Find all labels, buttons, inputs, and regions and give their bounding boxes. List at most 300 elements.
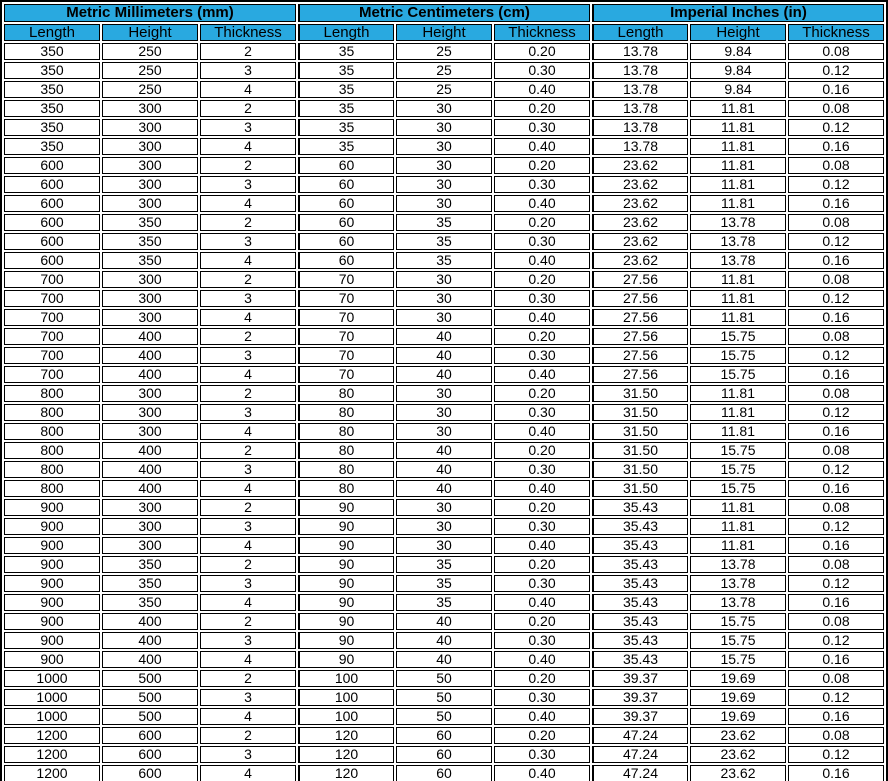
table-cell: 0.08 [788, 727, 884, 744]
table-cell: 90 [298, 594, 394, 611]
table-cell: 80 [298, 385, 394, 402]
table-cell: 19.69 [690, 708, 786, 725]
table-cell: 23.62 [592, 195, 688, 212]
table-cell: 0.30 [494, 119, 590, 136]
table-cell: 500 [102, 689, 198, 706]
table-cell: 90 [298, 632, 394, 649]
table-cell: 35 [396, 556, 492, 573]
table-cell: 600 [4, 157, 100, 174]
table-cell: 1000 [4, 689, 100, 706]
table-cell: 40 [396, 613, 492, 630]
table-cell: 4 [200, 252, 296, 269]
table-cell: 15.75 [690, 328, 786, 345]
table-cell: 40 [396, 442, 492, 459]
table-cell: 0.12 [788, 575, 884, 592]
table-cell: 80 [298, 461, 394, 478]
table-cell: 0.40 [494, 138, 590, 155]
table-cell: 4 [200, 594, 296, 611]
table-cell: 900 [4, 632, 100, 649]
table-row [4, 214, 884, 231]
table-cell: 27.56 [592, 271, 688, 288]
table-cell: 35 [396, 214, 492, 231]
table-cell: 300 [102, 100, 198, 117]
table-cell: 13.78 [592, 138, 688, 155]
table-cell: 700 [4, 328, 100, 345]
table-cell: 1000 [4, 708, 100, 725]
table-cell: 0.08 [788, 385, 884, 402]
table-cell: 400 [102, 461, 198, 478]
table-cell: 70 [298, 290, 394, 307]
table-cell: 0.16 [788, 423, 884, 440]
table-cell: 80 [298, 442, 394, 459]
table-cell: 4 [200, 651, 296, 668]
table-row [4, 575, 884, 592]
table-cell: 23.62 [592, 176, 688, 193]
table-cell: 15.75 [690, 480, 786, 497]
table-cell: 30 [396, 271, 492, 288]
table-cell: 35.43 [592, 556, 688, 573]
table-cell: 2 [200, 670, 296, 687]
column-header: Length [592, 24, 688, 41]
table-row [4, 746, 884, 763]
table-cell: 3 [200, 233, 296, 250]
table-row [4, 594, 884, 611]
table-cell: 600 [4, 214, 100, 231]
table-cell: 0.20 [494, 613, 590, 630]
table-cell: 13.78 [690, 575, 786, 592]
table-cell: 300 [102, 499, 198, 516]
table-row [4, 442, 884, 459]
table-row [4, 252, 884, 269]
table-cell: 300 [102, 157, 198, 174]
table-cell: 13.78 [690, 556, 786, 573]
table-cell: 900 [4, 556, 100, 573]
table-cell: 39.37 [592, 689, 688, 706]
table-body [4, 43, 884, 781]
table-cell: 31.50 [592, 442, 688, 459]
table-cell: 3 [200, 461, 296, 478]
table-row [4, 385, 884, 402]
table-cell: 800 [4, 461, 100, 478]
table-cell: 0.12 [788, 176, 884, 193]
table-cell: 0.30 [494, 689, 590, 706]
table-cell: 13.78 [592, 62, 688, 79]
table-cell: 35.43 [592, 575, 688, 592]
table-row [4, 613, 884, 630]
table-cell: 40 [396, 328, 492, 345]
table-cell: 70 [298, 309, 394, 326]
table-cell: 120 [298, 727, 394, 744]
table-cell: 900 [4, 518, 100, 535]
table-row [4, 480, 884, 497]
table-cell: 300 [102, 176, 198, 193]
table-cell: 11.81 [690, 271, 786, 288]
table-cell: 0.30 [494, 347, 590, 364]
table-cell: 600 [102, 765, 198, 781]
table-cell: 90 [298, 537, 394, 554]
table-cell: 400 [102, 347, 198, 364]
table-cell: 0.40 [494, 366, 590, 383]
table-cell: 13.78 [690, 233, 786, 250]
table-cell: 900 [4, 499, 100, 516]
table-row [4, 43, 884, 60]
table-cell: 250 [102, 81, 198, 98]
table-cell: 4 [200, 138, 296, 155]
table-cell: 0.30 [494, 461, 590, 478]
table-cell: 27.56 [592, 347, 688, 364]
table-row [4, 233, 884, 250]
table-cell: 40 [396, 651, 492, 668]
table-cell: 2 [200, 385, 296, 402]
table-cell: 800 [4, 404, 100, 421]
table-cell: 3 [200, 689, 296, 706]
table-cell: 0.08 [788, 100, 884, 117]
table-cell: 300 [102, 423, 198, 440]
table-cell: 0.16 [788, 252, 884, 269]
table-cell: 47.24 [592, 765, 688, 781]
table-cell: 0.12 [788, 347, 884, 364]
table-row [4, 309, 884, 326]
table-cell: 13.78 [592, 81, 688, 98]
table-cell: 600 [4, 252, 100, 269]
table-cell: 0.16 [788, 537, 884, 554]
table-row [4, 708, 884, 725]
table-cell: 15.75 [690, 366, 786, 383]
table-cell: 31.50 [592, 423, 688, 440]
table-cell: 30 [396, 309, 492, 326]
table-cell: 0.16 [788, 594, 884, 611]
table-cell: 19.69 [690, 689, 786, 706]
table-cell: 0.08 [788, 43, 884, 60]
table-cell: 0.20 [494, 328, 590, 345]
table-cell: 35 [396, 252, 492, 269]
table-cell: 3 [200, 119, 296, 136]
table-cell: 11.81 [690, 499, 786, 516]
table-cell: 300 [102, 309, 198, 326]
table-cell: 0.16 [788, 309, 884, 326]
table-row [4, 100, 884, 117]
table-cell: 25 [396, 81, 492, 98]
table-cell: 600 [4, 195, 100, 212]
table-cell: 3 [200, 404, 296, 421]
table-cell: 350 [4, 43, 100, 60]
group-header-row [4, 4, 884, 22]
table-cell: 3 [200, 347, 296, 364]
table-row [4, 537, 884, 554]
table-cell: 30 [396, 157, 492, 174]
table-cell: 0.16 [788, 138, 884, 155]
table-cell: 31.50 [592, 461, 688, 478]
table-cell: 15.75 [690, 613, 786, 630]
column-header: Height [102, 24, 198, 41]
table-cell: 800 [4, 480, 100, 497]
table-cell: 400 [102, 632, 198, 649]
table-cell: 300 [102, 271, 198, 288]
table-cell: 3 [200, 575, 296, 592]
table-cell: 0.20 [494, 670, 590, 687]
table-cell: 0.30 [494, 518, 590, 535]
table-cell: 35 [396, 594, 492, 611]
table-cell: 400 [102, 480, 198, 497]
table-row [4, 366, 884, 383]
table-cell: 30 [396, 404, 492, 421]
table-cell: 500 [102, 708, 198, 725]
table-cell: 0.16 [788, 366, 884, 383]
table-cell: 80 [298, 404, 394, 421]
table-cell: 27.56 [592, 328, 688, 345]
table-row [4, 765, 884, 781]
table-cell: 0.12 [788, 518, 884, 535]
table-cell: 100 [298, 708, 394, 725]
table-cell: 4 [200, 708, 296, 725]
table-cell: 11.81 [690, 100, 786, 117]
table-cell: 3 [200, 176, 296, 193]
table-cell: 30 [396, 537, 492, 554]
table-cell: 0.30 [494, 62, 590, 79]
table-cell: 15.75 [690, 461, 786, 478]
table-cell: 600 [4, 176, 100, 193]
column-header: Length [298, 24, 394, 41]
table-cell: 40 [396, 366, 492, 383]
table-cell: 30 [396, 423, 492, 440]
table-cell: 0.40 [494, 309, 590, 326]
table-cell: 11.81 [690, 157, 786, 174]
table-cell: 800 [4, 423, 100, 440]
table-cell: 400 [102, 366, 198, 383]
table-cell: 13.78 [592, 100, 688, 117]
table-cell: 120 [298, 765, 394, 781]
table-cell: 350 [102, 214, 198, 231]
table-cell: 4 [200, 81, 296, 98]
table-cell: 300 [102, 138, 198, 155]
table-cell: 11.81 [690, 290, 786, 307]
column-header: Thickness [788, 24, 884, 41]
table-row [4, 632, 884, 649]
table-cell: 27.56 [592, 366, 688, 383]
table-cell: 31.50 [592, 385, 688, 402]
table-cell: 11.81 [690, 176, 786, 193]
table-cell: 350 [102, 556, 198, 573]
table-cell: 4 [200, 765, 296, 781]
table-cell: 23.62 [592, 214, 688, 231]
table-cell: 4 [200, 480, 296, 497]
table-cell: 31.50 [592, 404, 688, 421]
table-cell: 35.43 [592, 651, 688, 668]
table-cell: 0.40 [494, 537, 590, 554]
table-cell: 0.08 [788, 556, 884, 573]
table-cell: 0.08 [788, 328, 884, 345]
table-cell: 90 [298, 651, 394, 668]
table-cell: 600 [102, 746, 198, 763]
table-row [4, 651, 884, 668]
table-cell: 9.84 [690, 43, 786, 60]
table-cell: 60 [298, 195, 394, 212]
table-cell: 0.08 [788, 613, 884, 630]
table-cell: 80 [298, 423, 394, 440]
table-row [4, 176, 884, 193]
table-cell: 60 [396, 727, 492, 744]
table-cell: 0.08 [788, 214, 884, 231]
table-cell: 23.62 [592, 157, 688, 174]
table-cell: 40 [396, 632, 492, 649]
table-cell: 0.16 [788, 651, 884, 668]
table-cell: 0.20 [494, 100, 590, 117]
table-cell: 27.56 [592, 290, 688, 307]
table-cell: 600 [4, 233, 100, 250]
table-cell: 0.20 [494, 385, 590, 402]
table-row [4, 347, 884, 364]
table-cell: 800 [4, 442, 100, 459]
table-cell: 350 [4, 119, 100, 136]
table-cell: 700 [4, 347, 100, 364]
table-row [4, 157, 884, 174]
table-cell: 13.78 [690, 252, 786, 269]
column-header: Thickness [200, 24, 296, 41]
table-cell: 11.81 [690, 119, 786, 136]
table-cell: 0.30 [494, 404, 590, 421]
table-cell: 300 [102, 385, 198, 402]
table-cell: 3 [200, 62, 296, 79]
table-cell: 0.20 [494, 214, 590, 231]
table-cell: 300 [102, 195, 198, 212]
table-cell: 0.20 [494, 556, 590, 573]
table-cell: 11.81 [690, 385, 786, 402]
table-cell: 0.30 [494, 290, 590, 307]
table-cell: 0.40 [494, 480, 590, 497]
table-cell: 27.56 [592, 309, 688, 326]
table-cell: 60 [396, 765, 492, 781]
table-cell: 0.12 [788, 689, 884, 706]
table-cell: 60 [298, 252, 394, 269]
table-cell: 70 [298, 271, 394, 288]
table-cell: 40 [396, 461, 492, 478]
table-cell: 700 [4, 366, 100, 383]
table-row [4, 670, 884, 687]
table-cell: 0.30 [494, 746, 590, 763]
table-cell: 700 [4, 271, 100, 288]
table-cell: 2 [200, 613, 296, 630]
table-cell: 0.08 [788, 157, 884, 174]
table-cell: 250 [102, 43, 198, 60]
table-row [4, 727, 884, 744]
table-cell: 900 [4, 613, 100, 630]
table-cell: 100 [298, 689, 394, 706]
table-cell: 23.62 [592, 233, 688, 250]
table-cell: 400 [102, 613, 198, 630]
table-cell: 15.75 [690, 347, 786, 364]
table-cell: 4 [200, 537, 296, 554]
table-cell: 35.43 [592, 594, 688, 611]
table-cell: 0.20 [494, 499, 590, 516]
table-cell: 23.62 [690, 765, 786, 781]
table-cell: 1200 [4, 765, 100, 781]
table-cell: 400 [102, 651, 198, 668]
table-cell: 900 [4, 575, 100, 592]
table-cell: 35.43 [592, 499, 688, 516]
table-cell: 40 [396, 347, 492, 364]
table-cell: 60 [298, 214, 394, 231]
table-cell: 350 [4, 81, 100, 98]
table-cell: 2 [200, 43, 296, 60]
table-cell: 9.84 [690, 81, 786, 98]
table-row [4, 461, 884, 478]
table-cell: 15.75 [690, 442, 786, 459]
table-row [4, 499, 884, 516]
table-cell: 0.30 [494, 575, 590, 592]
table-cell: 0.40 [494, 708, 590, 725]
table-cell: 900 [4, 537, 100, 554]
table-cell: 35 [396, 575, 492, 592]
table-cell: 0.12 [788, 404, 884, 421]
table-cell: 25 [396, 62, 492, 79]
table-cell: 100 [298, 670, 394, 687]
table-cell: 60 [396, 746, 492, 763]
table-cell: 23.62 [592, 252, 688, 269]
table-header [4, 4, 884, 41]
table-row [4, 556, 884, 573]
table-cell: 350 [4, 138, 100, 155]
column-header: Thickness [494, 24, 590, 41]
table-cell: 2 [200, 271, 296, 288]
table-cell: 35 [298, 138, 394, 155]
table-cell: 3 [200, 746, 296, 763]
table-cell: 23.62 [690, 746, 786, 763]
table-cell: 3 [200, 518, 296, 535]
table-cell: 4 [200, 366, 296, 383]
table-cell: 900 [4, 651, 100, 668]
table-cell: 300 [102, 404, 198, 421]
table-cell: 0.20 [494, 43, 590, 60]
table-cell: 40 [396, 480, 492, 497]
table-cell: 90 [298, 556, 394, 573]
table-cell: 0.40 [494, 423, 590, 440]
table-cell: 35.43 [592, 632, 688, 649]
table-row [4, 119, 884, 136]
table-cell: 0.40 [494, 195, 590, 212]
table-cell: 30 [396, 290, 492, 307]
table-cell: 0.40 [494, 81, 590, 98]
table-row [4, 404, 884, 421]
table-cell: 0.20 [494, 157, 590, 174]
table-cell: 90 [298, 575, 394, 592]
table-cell: 300 [102, 119, 198, 136]
column-header: Height [690, 24, 786, 41]
table-cell: 4 [200, 309, 296, 326]
table-cell: 60 [298, 176, 394, 193]
table-row [4, 689, 884, 706]
table-cell: 2 [200, 100, 296, 117]
table-cell: 350 [102, 233, 198, 250]
table-cell: 350 [102, 252, 198, 269]
table-cell: 350 [4, 100, 100, 117]
table-cell: 13.78 [690, 214, 786, 231]
table-cell: 4 [200, 423, 296, 440]
table-cell: 2 [200, 727, 296, 744]
table-cell: 13.78 [592, 43, 688, 60]
column-header-row [4, 24, 884, 41]
table-cell: 1200 [4, 746, 100, 763]
table-cell: 25 [396, 43, 492, 60]
table-cell: 2 [200, 442, 296, 459]
table-cell: 23.62 [690, 727, 786, 744]
table-cell: 400 [102, 442, 198, 459]
table-cell: 35.43 [592, 518, 688, 535]
table-cell: 70 [298, 328, 394, 345]
table-cell: 30 [396, 119, 492, 136]
table-cell: 0.40 [494, 765, 590, 781]
table-cell: 15.75 [690, 632, 786, 649]
table-cell: 35 [298, 43, 394, 60]
